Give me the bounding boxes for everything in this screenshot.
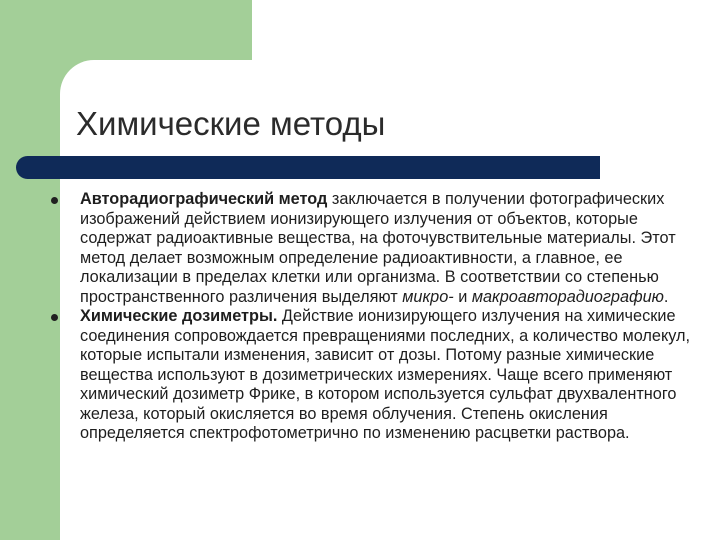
slide-title: Химические методы [76, 105, 386, 142]
bullet-text [80, 190, 700, 307]
term-micro: микро- [402, 287, 454, 306]
bullet-item-chemical-dosimeters [50, 307, 700, 444]
bullet-icon [51, 197, 58, 204]
bullet-body: заключается в получении фотографических изображений действием ионизирующего излучения от объектов, которые содержат радиоактивные вещества, на фоточувствительные материалы. Этот метод делает возможным определение радиоактивности, а главное, ее локализации в пределах клетки или организма. В соответствии со степенью пространственного различения выделяют [80, 190, 676, 306]
bullet-list [50, 190, 700, 444]
bullet-icon [51, 314, 58, 321]
term-chemical-dosimeters: Химические дозиметры. [80, 307, 278, 325]
term-macroautoradiography: макроавторадиографию [471, 287, 664, 306]
bullet-end: . [663, 287, 669, 306]
bullet-text [80, 307, 700, 444]
bullet-conjunction: и [453, 287, 472, 306]
title-divider-bar [16, 156, 600, 179]
bullet-item-autoradiography [50, 190, 700, 307]
term-autoradiographic-method: Авторадиографический метод [80, 190, 328, 208]
bullet-body: Действие ионизирующего излучения на химические соединения сопровождается превращениями последних, а количество молекул, которые испытали изменения, зависит от дозы. Потому разные химические вещества используют в дозиметрических измерениях. Чаще всего применяют химический дозиметр Фрике, в котором используется сульфат двухвалентного железа, который окисляется во время облучения. Степень окисления определяется спектрофотометрично по изменению расцветки раствора. [80, 307, 691, 442]
